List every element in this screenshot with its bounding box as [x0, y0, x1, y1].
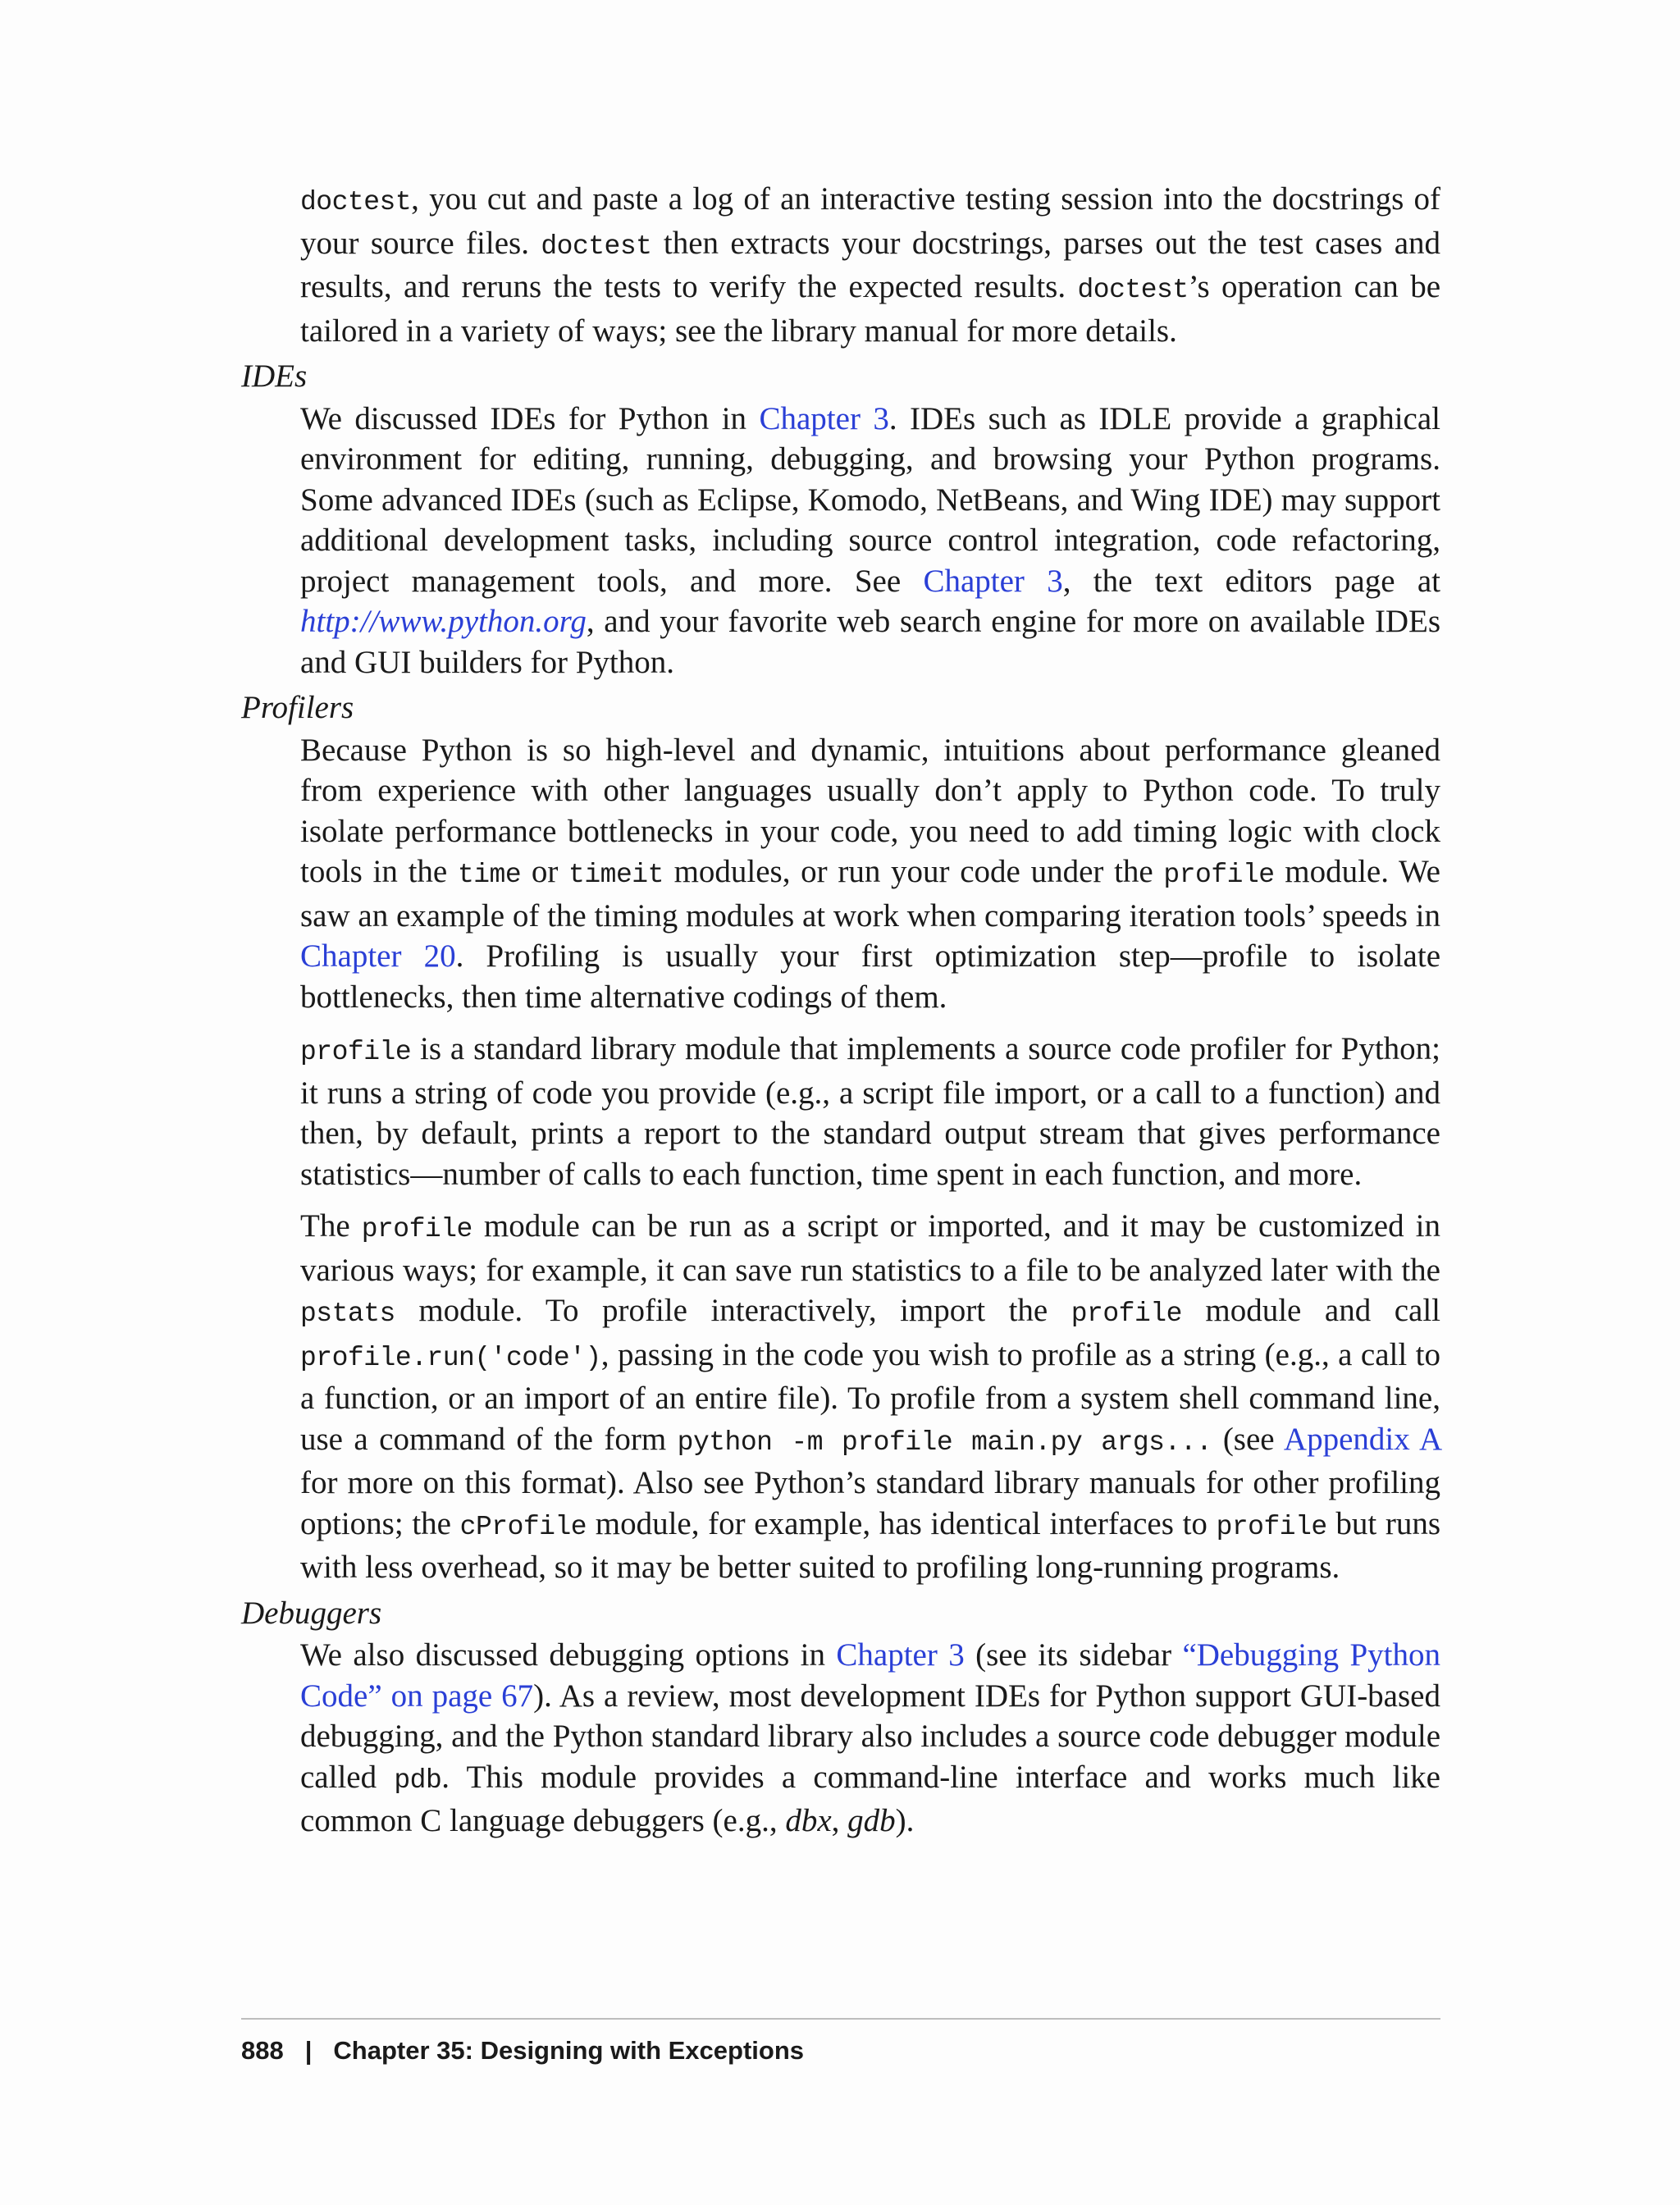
text-run: . IDEs such as IDLE provide a graphical environment for editing, running, debugging, and browsing your Python programs. Some advanced IDEs (such as Eclipse, Komodo, NetBeans, and Wing IDE) may support additional development tasks, including source control integration, code refactoring, project management tools, and more. See: [300, 400, 1440, 599]
emphasis: dbx: [785, 1803, 832, 1838]
inline-code: timeit: [568, 860, 664, 890]
text-run: for more on this format). Also see Python’s standard library manuals for other profiling options; the: [300, 1465, 1440, 1541]
chapter-3-link[interactable]: Chapter 3: [923, 563, 1063, 599]
emphasis: gdb: [847, 1803, 896, 1838]
profilers-paragraph-1: [300, 730, 1440, 1018]
inline-code: profile: [1216, 1511, 1327, 1542]
text-run: . Profiling is usually your first optimization step—profile to isolate bottlenecks, then time alternative codings of them.: [300, 938, 1441, 1015]
footer-separator: |: [304, 2036, 313, 2065]
inline-code: profile: [361, 1214, 472, 1244]
text-run: , passing in the code you wish to profile as a string (e.g., a call to a function, or an import of an entire file). To profile from a system shell command line, use a command of the form: [300, 1336, 1440, 1457]
page-footer: [241, 2018, 1440, 2066]
text-run: ). As a review, most development IDEs for Python support GUI-based debugging, and the Python standard library also includes a source code debugger module called: [300, 1678, 1440, 1795]
term-profilers: Profilers: [241, 690, 354, 725]
text-run: , you cut and paste a log of an interactive testing session into the docstrings of your source files.: [300, 181, 1440, 261]
profilers-paragraph-2: [300, 1029, 1440, 1194]
text-run: We also discussed debugging options in: [300, 1637, 837, 1673]
inline-code: doctest: [300, 187, 412, 217]
debugging-sidebar-link[interactable]: “Debugging Python Code” on page 67: [300, 1637, 1440, 1714]
page-content: [241, 179, 1440, 1842]
debuggers-paragraph: [300, 1635, 1440, 1842]
text-run: , and your favorite web search engine for more on available IDEs and GUI builders for Python.: [300, 604, 1440, 680]
chapter-20-link[interactable]: Chapter 20: [300, 938, 456, 974]
inline-code: pstats: [300, 1299, 395, 1329]
inline-code: profile: [300, 1037, 412, 1067]
text-run: The: [300, 1208, 362, 1244]
inline-code: profile: [1163, 860, 1275, 890]
text-run: module can be run as a script or imported, and it may be customized in various ways; for example, it can save run statistics to a file to be analyzed later with the: [300, 1208, 1440, 1288]
ides-paragraph: [300, 399, 1440, 683]
text-run: . This module provides a command-line interface and works much like common C language debuggers (e.g.,: [300, 1759, 1440, 1838]
text-run: We discussed IDEs for Python in: [300, 400, 760, 436]
chapter-3-link[interactable]: Chapter 3: [836, 1637, 965, 1673]
doctest-paragraph: [300, 179, 1440, 351]
text-run: module. We saw an example of the timing modules at work when comparing iteration tools’ speeds in: [300, 854, 1440, 934]
text-run: (see its sidebar: [964, 1637, 1183, 1673]
text-run: Because Python is so high-level and dynamic, intuitions about performance gleaned from experience with other languages usually don’t apply to Python code. To truly isolate performance bottlenecks in your code, you need to add timing logic with clock tools in the: [300, 732, 1440, 889]
text-run: module and call: [1181, 1293, 1440, 1328]
appendix-a-link[interactable]: Appendix A: [1283, 1421, 1441, 1457]
inline-code: python -m profile main.py args...: [677, 1427, 1212, 1458]
text-run: module. To profile interactively, import the: [395, 1293, 1071, 1328]
text-run: modules, or run your code under the: [663, 854, 1164, 889]
chapter-3-link[interactable]: Chapter 3: [759, 400, 889, 436]
chapter-title: Chapter 35: Designing with Exceptions: [333, 2036, 805, 2065]
page-number: 888: [241, 2036, 284, 2065]
text-run: is a standard library module that implements a source code profiler for Python; it runs a string of code you provide (e.g., a script file import, or a call to a function) and then, by default, prints a report to the standard output stream that gives performance statistics—number of calls to each function, time spent in each function, and more.: [300, 1031, 1440, 1192]
ides-definition: [300, 399, 1440, 683]
inline-code: pdb: [394, 1764, 442, 1796]
text-run: , the text editors page at: [1062, 563, 1440, 599]
profilers-paragraph-3: [300, 1206, 1440, 1588]
debuggers-definition: [300, 1635, 1440, 1842]
inline-code: profile: [1071, 1299, 1182, 1329]
inline-code: doctest: [541, 231, 652, 262]
text-run: ’s operation can be tailored in a variety of ways; see the library manual for more details.: [300, 269, 1440, 349]
term-debuggers: Debuggers: [241, 1595, 382, 1631]
text-run: then extracts your docstrings, parses out the test cases and results, and reruns the tests to verify the expected results.: [300, 225, 1441, 304]
text-run: but runs with less overhead, so it may be better suited to profiling long-running programs.: [300, 1505, 1440, 1585]
inline-code: profile.run('code'): [300, 1342, 601, 1373]
inline-code: doctest: [1077, 275, 1189, 305]
text-run: ).: [895, 1803, 915, 1838]
text-run: (see: [1212, 1421, 1284, 1457]
text-run: or: [521, 854, 569, 889]
inline-code: time: [457, 860, 522, 890]
doctest-continuation: [300, 179, 1440, 351]
text-run: ,: [831, 1803, 848, 1838]
inline-code: cProfile: [459, 1511, 587, 1542]
text-run: module, for example, has identical interfaces to: [587, 1505, 1217, 1541]
profilers-definition: [300, 730, 1440, 1588]
python-org-link[interactable]: http://www.python.org: [300, 604, 587, 639]
term-ides: IDEs: [241, 358, 308, 394]
